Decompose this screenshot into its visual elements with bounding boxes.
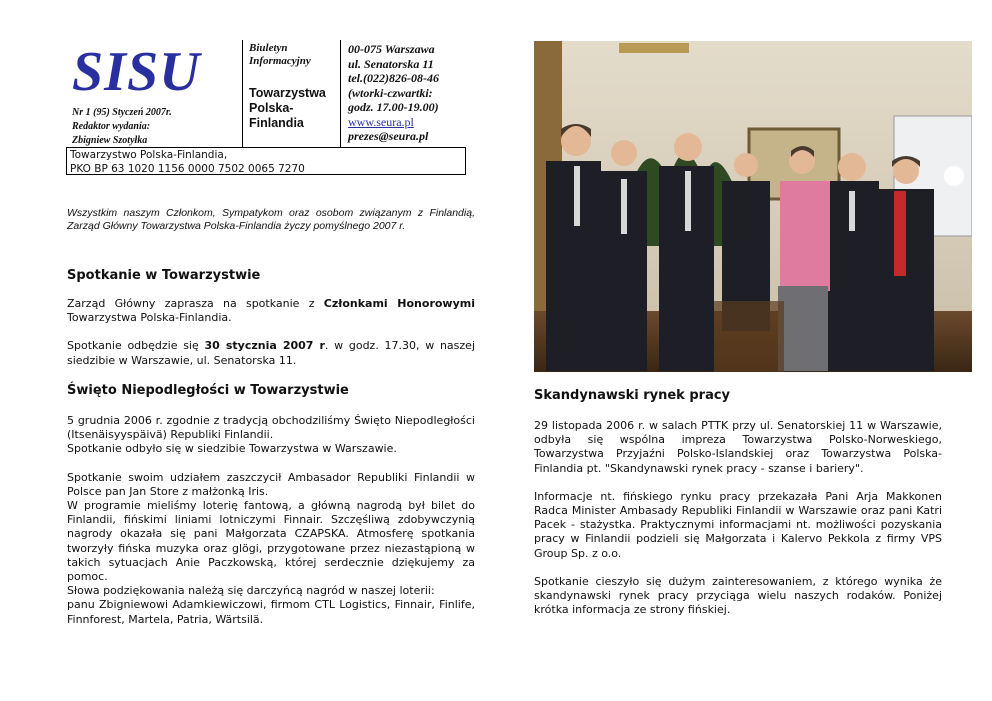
contact-block xyxy=(348,42,468,144)
bank-line: Towarzystwo Polska-Finlandia, xyxy=(70,149,228,161)
issue-info xyxy=(72,106,172,148)
paragraph: Spotkanie cieszyło się dużym zainteresowaniem, z którego wynika że skandynawski rynek pracy przyciąga wielu naszych rodaków. Poniżej krótka informacja ze strony fińskiej. xyxy=(534,574,942,617)
header-divider-left xyxy=(242,40,243,147)
paragraph: Informacje nt. fińskiego rynku pracy przekazała Pani Arja Makkonen Radca Minister Ambasady Republiki Finlandii w Warszawie oraz pani Katri Pacek - stażystka. Praktycznymi informacjami nt. możliwości pozyskania pracy w Finlandii podzieli się Małgorzata i Kalervo Pekkola z firmy VPS Group Sp. z o.o. xyxy=(534,489,942,560)
bulletin-line: Informacyjny xyxy=(249,55,311,67)
paragraph: 29 listopada 2006 r. w salach PTTK przy ul. Senatorskiej 11 w Warszawie, odbyła się wspólna impreza Towarzystwa Polsko-Norweskiego, Towarzystwa Przyjaźni Polsko-Islandskiej oraz Towarzystwa Polska-Finlandia pt. "Skandynawski rynek pracy - szanse i bariery". xyxy=(534,419,942,475)
society-line: Polska- xyxy=(249,101,294,115)
paragraph: Spotkanie swoim udziałem zaszczycił Ambasador Republiki Finlandii w Polsce pan Jan Store z małżonką Iris. xyxy=(67,470,475,498)
society-line: Finlandia xyxy=(249,116,304,130)
bank-account-box xyxy=(66,147,466,175)
bank-account-number: PKO BP 63 1020 1156 0000 7502 0065 7270 xyxy=(70,163,305,175)
section-title: Spotkanie w Towarzystwie xyxy=(67,268,261,283)
section-meeting xyxy=(67,268,475,368)
section-independence-day xyxy=(67,383,475,627)
society-line: Towarzystwa xyxy=(249,86,326,100)
editor-name: Zbigniew Szotyłka xyxy=(72,135,148,146)
new-year-wishes: Wszystkim naszym Członkom, Sympatykom oraz osobom związanym z Finlandią, Zarząd Główny Towarzystwa Polska-Finlandia życzy pomyślnego 2007 r. xyxy=(67,207,475,232)
group-photo xyxy=(534,41,972,372)
bulletin-label xyxy=(249,42,334,68)
hours-line: godz. 17.00-19.00) xyxy=(348,100,439,114)
address-line: 00-075 Warszawa xyxy=(348,42,435,56)
paragraph: Zarząd Główny zaprasza na spotkanie z Członkami Honorowymi Towarzystwa Polska-Finlandia. xyxy=(67,297,475,325)
paragraph: W programie mieliśmy loterię fantową, a główną nagrodą był bilet do Finlandii, fińskimi liniami lotniczymi Finnair. Szczęśliwą zdobywczynią nagrody okazała się pani Małgorzata CZAPSKA. Atmosferę spotkania tworzyły fińska muzyka oraz glögi, przygotowane przez niezastąpioną w takich sytuacjach Anie Paczkowską, której serdecznie dziękujemy za pomoc. xyxy=(67,499,475,584)
paragraph: panu Zbigniewowi Adamkiewiczowi, firmom CTL Logistics, Finnair, Finlife, Finnforest, Martela, Patria, Wärtsilä. xyxy=(67,598,475,626)
header-divider-right xyxy=(340,40,341,147)
paragraph: Spotkanie odbędzie się 30 stycznia 2007 r. w godz. 17.30, w naszej siedzibie w Warszawie, ul. Senatorska 11. xyxy=(67,339,476,367)
paragraph: 5 grudnia 2006 r. zgodnie z tradycją obchodziliśmy Święto Niepodległości (Itsenäisyyspäivä) Republiki Finlandii. xyxy=(67,414,475,442)
paragraph: Słowa podziękowania należą się darczyńcą nagród w naszej loterii: xyxy=(67,584,435,598)
society-name xyxy=(249,86,334,131)
issue-number: Nr 1 (95) Styczeń 2007r. xyxy=(72,107,172,118)
bulletin-line: Biuletyn xyxy=(249,42,288,54)
editor-label: Redaktor wydania: xyxy=(72,121,151,132)
phone-line: tel.(022)826-08-46 xyxy=(348,71,439,85)
website-link[interactable]: www.seura.pl xyxy=(348,114,414,129)
email-address[interactable]: prezes@seura.pl xyxy=(348,129,429,143)
section-title: Święto Niepodległości w Towarzystwie xyxy=(67,383,349,398)
section-title: Skandynawski rynek pracy xyxy=(534,388,731,403)
sisu-logo: SISU xyxy=(72,41,201,103)
paragraph: Spotkanie odbyło się w siedzibie Towarzystwa w Warszawie. xyxy=(67,442,397,456)
section-labor-market xyxy=(534,388,942,617)
address-line: ul. Senatorska 11 xyxy=(348,56,434,71)
group-photo-drawing xyxy=(534,41,972,372)
hours-line: (wtorki-czwartki: xyxy=(348,85,433,100)
